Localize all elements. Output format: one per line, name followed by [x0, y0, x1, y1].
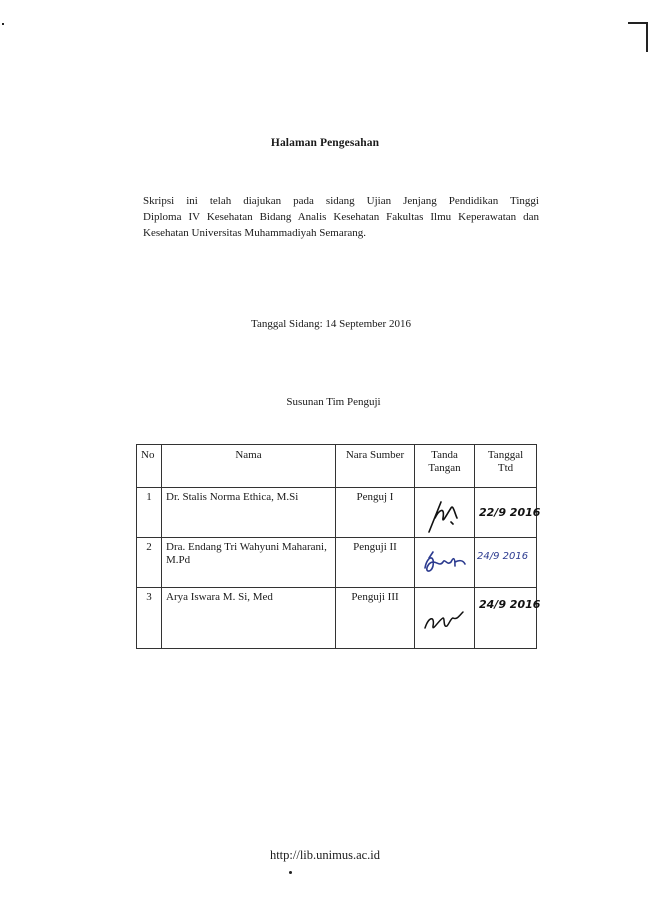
- header-nara-sumber: Nara Sumber: [336, 445, 415, 488]
- scan-mark-top-left: [2, 23, 4, 25]
- cell-tanggal-ttd: [475, 538, 537, 588]
- cell-no: 2: [137, 538, 162, 588]
- header-tanda-tangan-line2: Tangan: [428, 462, 461, 474]
- cell-nama: Arya Iswara M. Si, Med: [162, 588, 336, 649]
- intro-paragraph: [143, 193, 539, 241]
- cell-signature: [415, 588, 475, 649]
- scan-mark-top-right: [628, 22, 648, 24]
- cell-tanggal-ttd: [475, 588, 541, 649]
- handwritten-date: 22/9 2016: [479, 506, 541, 519]
- scan-mark-right-edge: [646, 22, 648, 52]
- header-no: No: [137, 445, 162, 488]
- table-row: [137, 488, 537, 538]
- committee-heading: Susunan Tim Penguji: [286, 396, 381, 408]
- cell-signature: [415, 538, 475, 588]
- signature-examiner-2: [415, 538, 475, 588]
- cell-tanggal-ttd: [475, 488, 541, 538]
- header-tanggal-line1: Tanggal: [487, 449, 524, 461]
- table-row: [137, 588, 537, 649]
- cell-nama: Dr. Stalis Norma Ethica, M.Si: [162, 488, 336, 538]
- intro-line: Diploma IV Kesehatan Bidang Analis Kesehatan Fakultas Ilmu Keperawatan dan: [143, 211, 539, 223]
- cell-nama: Dra. Endang Tri Wahyuni Maharani, M.Pd: [162, 538, 336, 588]
- signature-examiner-3: [415, 588, 475, 648]
- handwritten-date: 24/9 2016: [479, 598, 541, 611]
- exam-date: Tanggal Sidang: 14 September 2016: [251, 318, 411, 330]
- header-tanda-tangan: [415, 445, 475, 488]
- header-nama: Nama: [162, 445, 336, 488]
- intro-line: Skripsi ini telah diajukan pada sidang Ujian Jenjang Pendidikan Tinggi: [143, 195, 539, 207]
- header-tanggal-line2: Ttd: [497, 462, 514, 474]
- page-title: Halaman Pengesahan: [270, 137, 380, 149]
- cell-no: 1: [137, 488, 162, 538]
- intro-line: Kesehatan Universitas Muhammadiyah Semarang.: [143, 227, 366, 239]
- header-tanda-tangan-line1: Tanda: [431, 449, 458, 461]
- signature-examiner-1: [415, 488, 475, 538]
- handwritten-date: 24/9 2016: [477, 551, 529, 562]
- table-row: [137, 538, 537, 588]
- header-tanggal-ttd: [475, 445, 537, 488]
- cell-no: 3: [137, 588, 162, 649]
- table-header-row: [137, 445, 537, 488]
- cell-nara-sumber: Penguji II: [336, 538, 415, 588]
- cell-nara-sumber: Penguji III: [336, 588, 415, 649]
- examiner-table: [136, 444, 541, 649]
- footer-dot: [289, 871, 292, 874]
- cell-nara-sumber: Penguj I: [336, 488, 415, 538]
- cell-signature: [415, 488, 475, 538]
- footer-url: http://lib.unimus.ac.id: [269, 848, 381, 862]
